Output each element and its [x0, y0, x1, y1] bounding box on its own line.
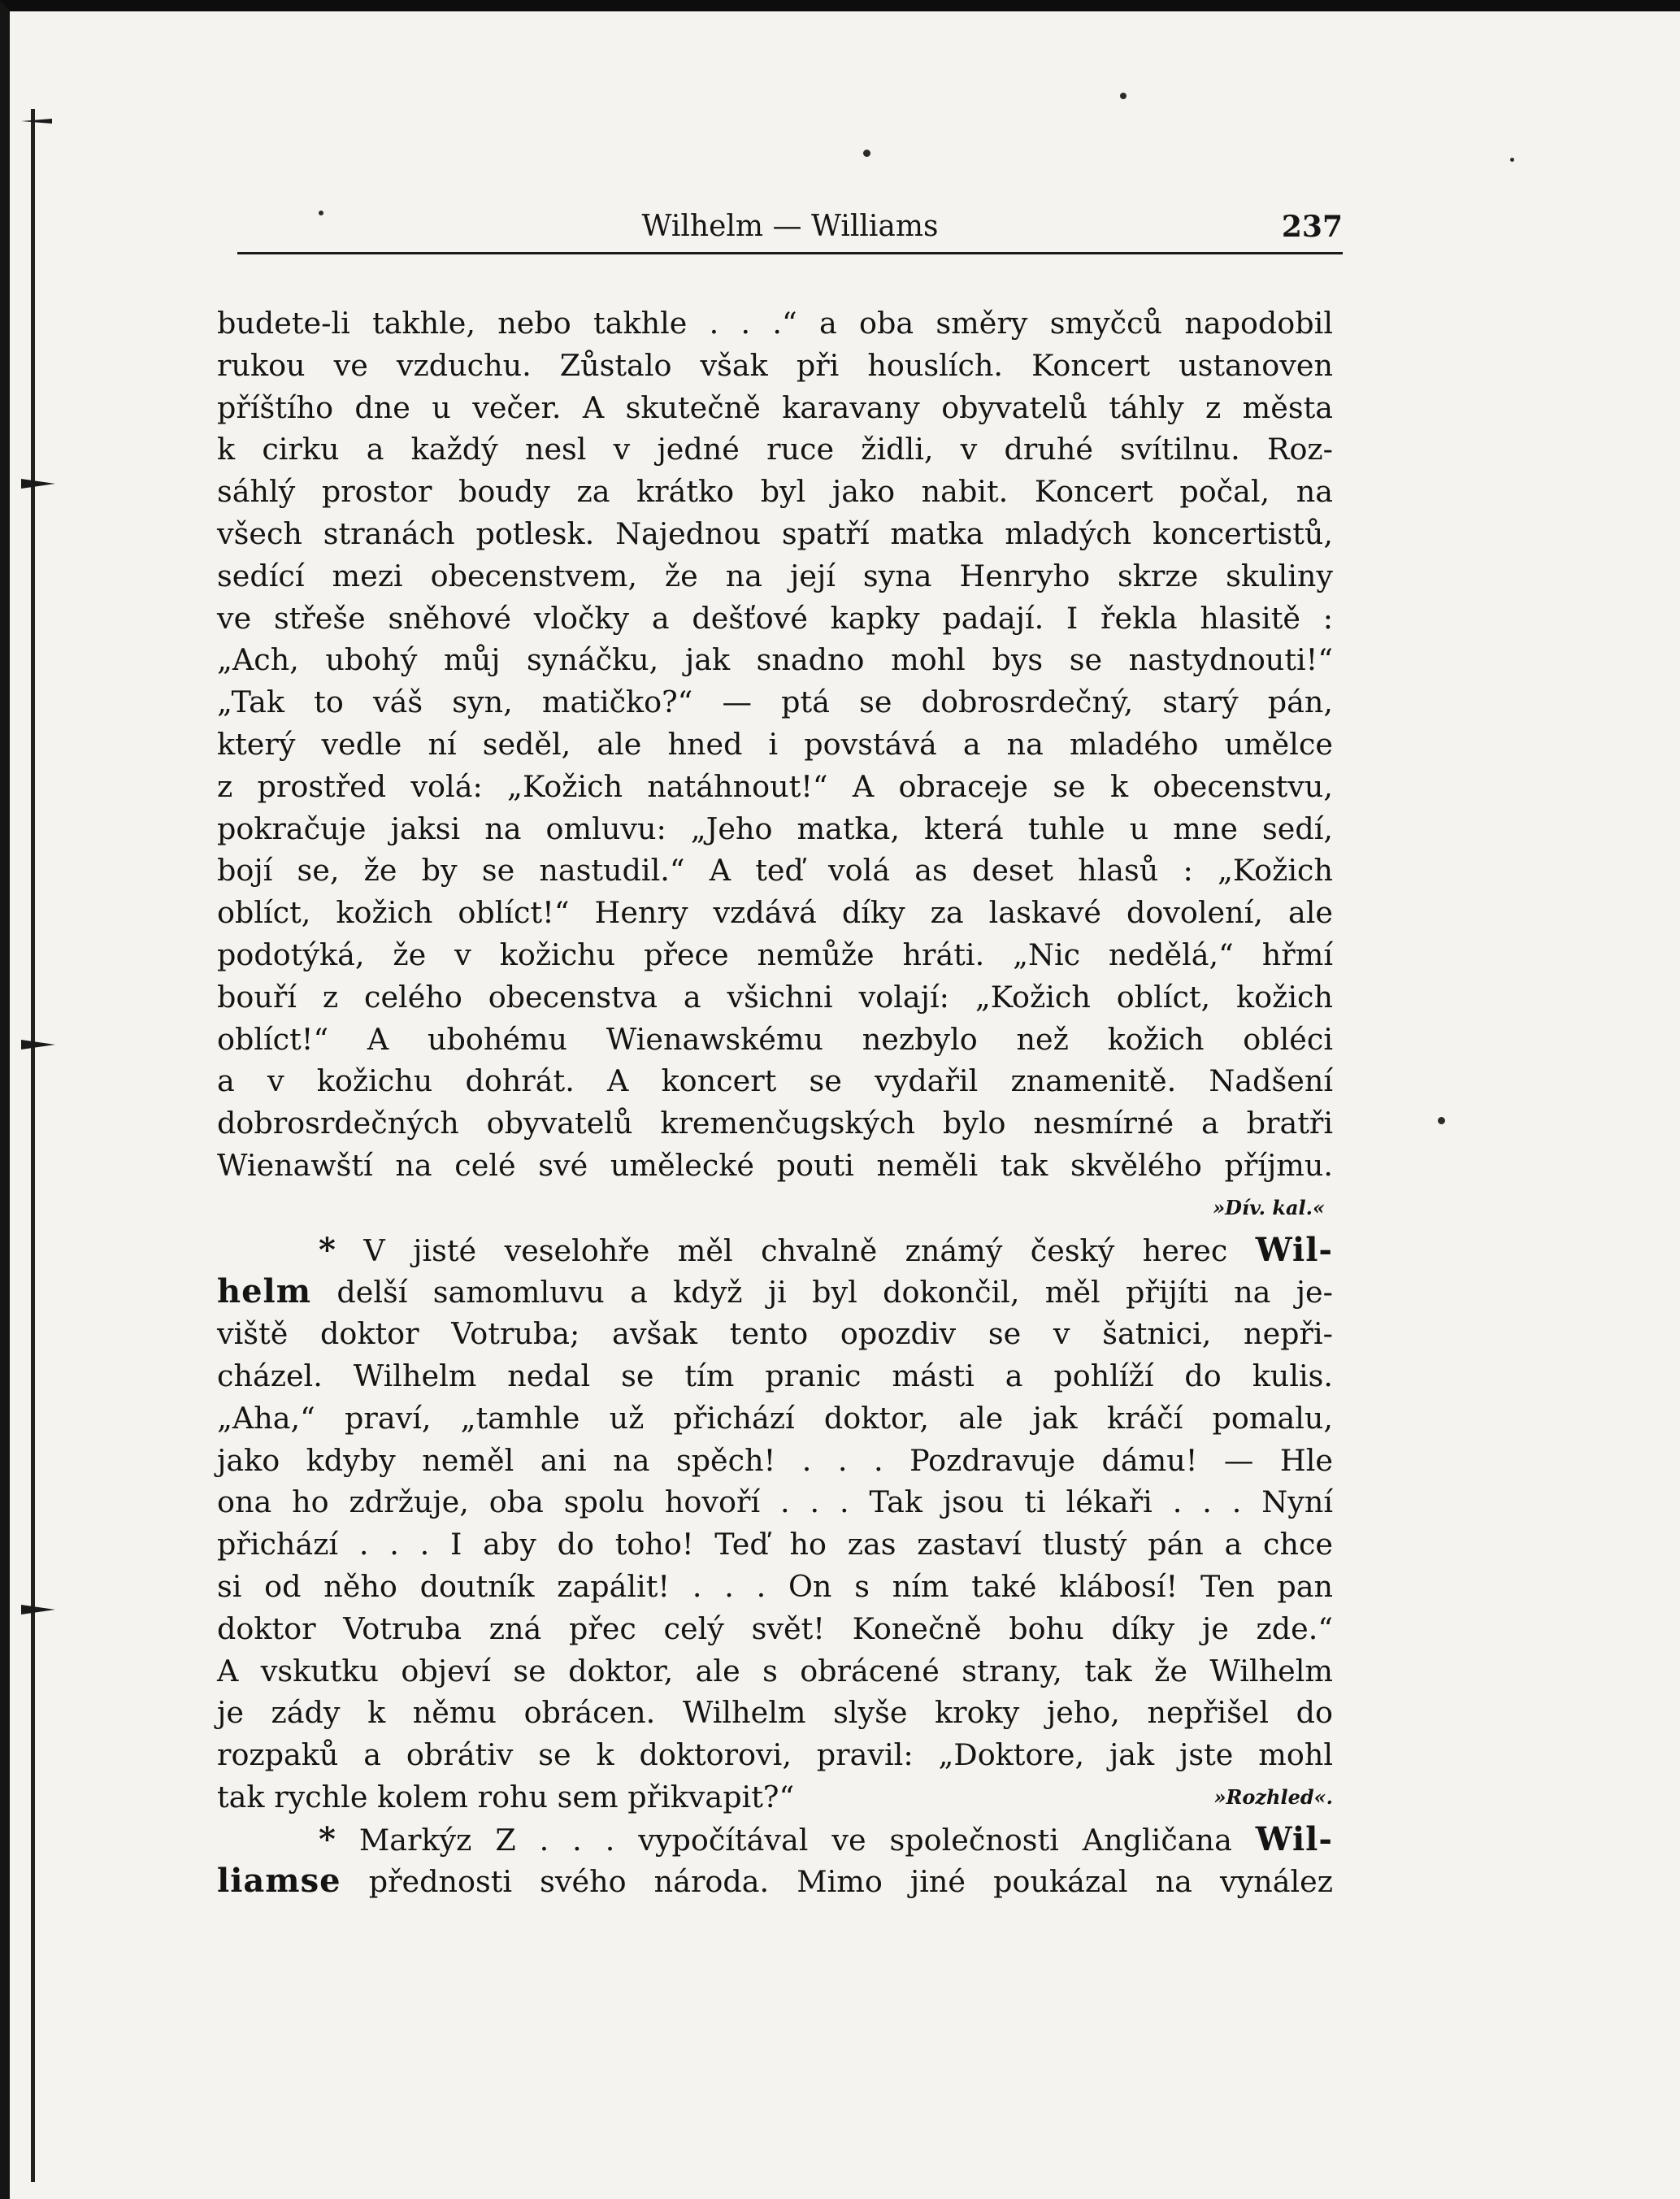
- text-line: podotýká, že v kožichu přece nemůže hráti. „Nic nedělá,“ hřmí: [217, 937, 1333, 972]
- ink-speck: [1438, 1117, 1445, 1124]
- header-rule: [237, 252, 1343, 254]
- asterisk-marker: *: [319, 1819, 336, 1858]
- text-line: A vskutku objeví se doktor, ale s obrácené strany, tak že Wilhelm: [217, 1653, 1333, 1688]
- text-line: rukou ve vzduchu. Zůstalo však při houslích. Koncert ustanoven: [217, 347, 1333, 383]
- text-line: oblíct!“ A ubohému Wienawskému nezbylo než kožich obléci: [217, 1021, 1333, 1057]
- text-line: všech stranách potlesk. Najednou spatří matka mladých koncertistů,: [217, 515, 1333, 551]
- text-line: jako kdyby neměl ani na spěch! . . . Pozdravuje dámu! — Hle: [217, 1442, 1333, 1478]
- source-citation: »Rozhled«.: [1213, 1784, 1333, 1809]
- text-line: sáhlý prostor boudy za krátko byl jako nabit. Koncert počal, na: [217, 474, 1333, 510]
- text-line: ve střeše sněhové vločky a dešťové kapky padají. I řekla hlasitě :: [217, 600, 1333, 636]
- binding-edge-line: [31, 109, 35, 2182]
- text-line: a v kožichu dohrát. A koncert se vydařil znamenitě. Nadšení: [217, 1063, 1333, 1099]
- paragraph-wienawski: [217, 302, 1333, 1229]
- body-text: [217, 302, 1333, 1902]
- text-line: sedící mezi obecenstvem, že na její syna Henryho skrze skuliny: [217, 558, 1333, 593]
- text-line: přichází . . . I aby do toho! Teď ho zas zastaví tlustý pán a chce: [217, 1527, 1333, 1562]
- paragraph-williams: [217, 1819, 1333, 1903]
- text-line: „Tak to váš syn, matičko?“ — ptá se dobrosrdečný, starý pán,: [217, 684, 1333, 720]
- text-line: příštího dne u večer. A skutečně karavany obyvatelů táhly z města: [217, 389, 1333, 425]
- text-line: dobrosrdečných obyvatelů kremenčugských bylo nesmírné a bratři: [217, 1106, 1333, 1141]
- ink-speck: [1120, 93, 1127, 99]
- text-line: „Aha,“ praví, „tamhle už přichází doktor, ale jak kráčí pomalu,: [217, 1400, 1333, 1436]
- text-line: [217, 1860, 1333, 1902]
- source-citation: »Dív. kal.«: [1213, 1195, 1325, 1219]
- text-line: bojí se, že by se nastudil.“ A teď volá as deset hlasů : „Kožich: [217, 853, 1333, 889]
- ink-speck: [863, 150, 870, 157]
- page-header: [237, 210, 1343, 259]
- running-title: Wilhelm — Williams: [641, 210, 939, 243]
- highlighted-name: liamse: [217, 1862, 341, 1901]
- text-line: [217, 1776, 1333, 1819]
- binding-mark: [20, 1032, 55, 1056]
- page-number: 237: [1281, 210, 1343, 244]
- text-line: který vedle ní seděl, ale hned i povstává a na mladého umělce: [217, 726, 1333, 762]
- text-line: „Ach, ubohý můj synáčku, jak snadno mohl bys se nastydnouti!“: [217, 642, 1333, 678]
- binding-mark: [20, 109, 55, 133]
- text-line: rozpaků a obrátiv se k doktorovi, pravil: „Doktore, jak jste mohl: [217, 1737, 1333, 1773]
- text-line: Wienawští na celé své umělecké pouti neměli tak skvělého příjmu.: [217, 1147, 1333, 1183]
- binding-mark: [20, 471, 55, 495]
- text-line: viště doktor Votruba; avšak tento opozdiv se v šatnici, nepři-: [217, 1316, 1333, 1352]
- paragraph-wilhelm: [217, 1229, 1333, 1819]
- text-line: k cirku a každý nesl v jedné ruce židli, v druhé svítilnu. Roz-: [217, 432, 1333, 467]
- binding-mark: [20, 1597, 55, 1621]
- text-line: doktor Votruba zná přec celý svět! Konečně bohu díky je zde.“: [217, 1610, 1333, 1646]
- text-line: z prostřed volá: „Kožich natáhnout!“ A obraceje se k obecenstvu,: [217, 768, 1333, 804]
- text-line: si od něho doutník zapálit! . . . On s ním také klábosí! Ten pan: [217, 1568, 1333, 1604]
- text-line: oblíct, kožich oblíct!“ Henry vzdává díky za laskavé dovolení, ale: [217, 895, 1333, 931]
- highlighted-name: Wil-: [1255, 1230, 1333, 1269]
- asterisk-marker: *: [319, 1230, 336, 1269]
- text-segment: delší samomluvu a když ji byl dokončil, měl přijíti na je-: [336, 1275, 1333, 1310]
- highlighted-name: Wil-: [1255, 1819, 1333, 1858]
- text-line: cházel. Wilhelm nedal se tím pranic másti a pohlíží do kulis.: [217, 1358, 1333, 1393]
- text-line: bouří z celého obecenstva a všichni volají: „Kožich oblíct, kožich: [217, 979, 1333, 1015]
- text-segment: V jisté veselohře měl chvalně známý český herec: [363, 1232, 1228, 1268]
- text-line: ona ho zdržuje, oba spolu hovoří . . . Tak jsou ti lékaři . . . Nyní: [217, 1484, 1333, 1520]
- ink-speck: [1510, 158, 1514, 162]
- text-line: pokračuje jaksi na omluvu: „Jeho matka, která tuhle u mne sedí,: [217, 811, 1333, 846]
- text-line: [217, 1229, 1333, 1271]
- text-segment: Markýz Z . . . vypočítával ve společnosti Angličana: [358, 1822, 1232, 1858]
- text-line: [217, 1819, 1333, 1861]
- text-line: je zády k němu obrácen. Wilhelm slyše kroky jeho, nepřišel do: [217, 1695, 1333, 1731]
- highlighted-name: helm: [217, 1272, 312, 1311]
- text-line: [217, 1271, 1333, 1313]
- text-line: budete-li takhle, nebo takhle . . .“ a oba směry smyčců napodobil: [217, 306, 1333, 341]
- text-segment: tak rychle kolem rohu sem přikvapit?“: [217, 1779, 795, 1814]
- text-segment: přednosti svého národa. Mimo jiné poukázal na vynález: [368, 1864, 1333, 1900]
